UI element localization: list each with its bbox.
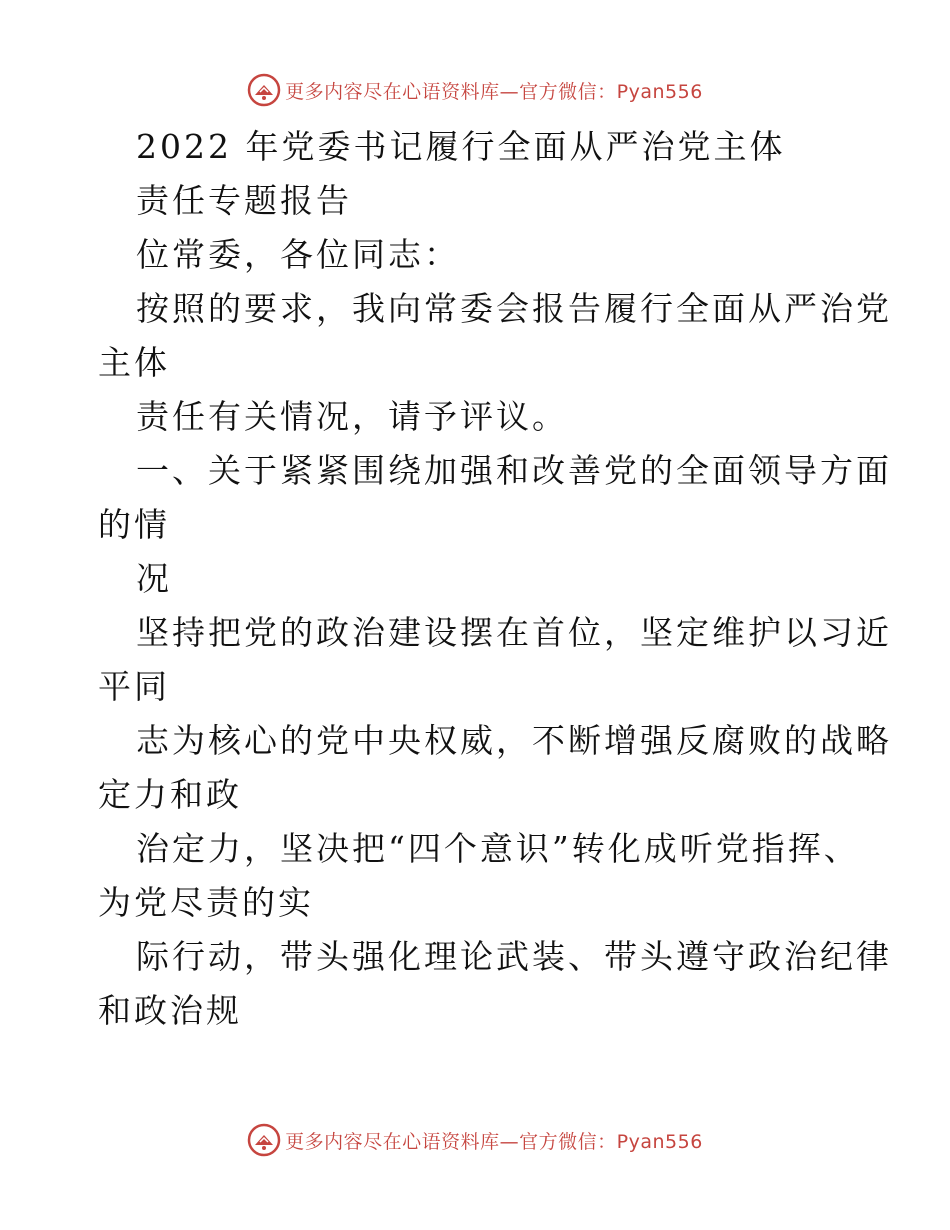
header-banner: [0, 70, 950, 110]
document-line: 况: [136, 559, 172, 598]
document-line: 主体: [98, 343, 170, 382]
document-body: [98, 120, 892, 1038]
document-line: 一、关于紧紧围绕加强和改善党的全面领导方面: [136, 451, 892, 490]
footer-banner-text: 更多内容尽在心语资料库—官方微信：Pyan556: [285, 1130, 703, 1153]
footer-banner: [0, 1120, 950, 1160]
document-line: 2022 年党委书记履行全面从严治党主体: [136, 127, 786, 166]
document-line: 责任有关情况，请予评议。: [136, 397, 568, 436]
book-circle-logo-icon: [247, 73, 281, 107]
header-banner-text: 更多内容尽在心语资料库—官方微信：Pyan556: [285, 80, 703, 103]
document-line: 坚持把党的政治建设摆在首位，坚定维护以习近: [136, 613, 892, 652]
document-line: 定力和政: [98, 775, 242, 814]
document-line: 按照的要求，我向常委会报告履行全面从严治党: [136, 289, 892, 328]
book-circle-logo-icon: [247, 1123, 281, 1157]
document-line: 为党尽责的实: [98, 883, 314, 922]
document-line: 位常委，各位同志：: [136, 235, 460, 274]
document-line: 际行动，带头强化理论武装、带头遵守政治纪律: [136, 937, 892, 976]
document-line: 责任专题报告: [136, 181, 352, 220]
document-line: 治定力，坚决把“四个意识”转化成听党指挥、: [136, 829, 860, 868]
document-line: 志为核心的党中央权威，不断增强反腐败的战略: [136, 721, 892, 760]
document-line: 平同: [98, 667, 170, 706]
document-line: 和政治规: [98, 991, 242, 1030]
document-line: 的情: [98, 505, 170, 544]
